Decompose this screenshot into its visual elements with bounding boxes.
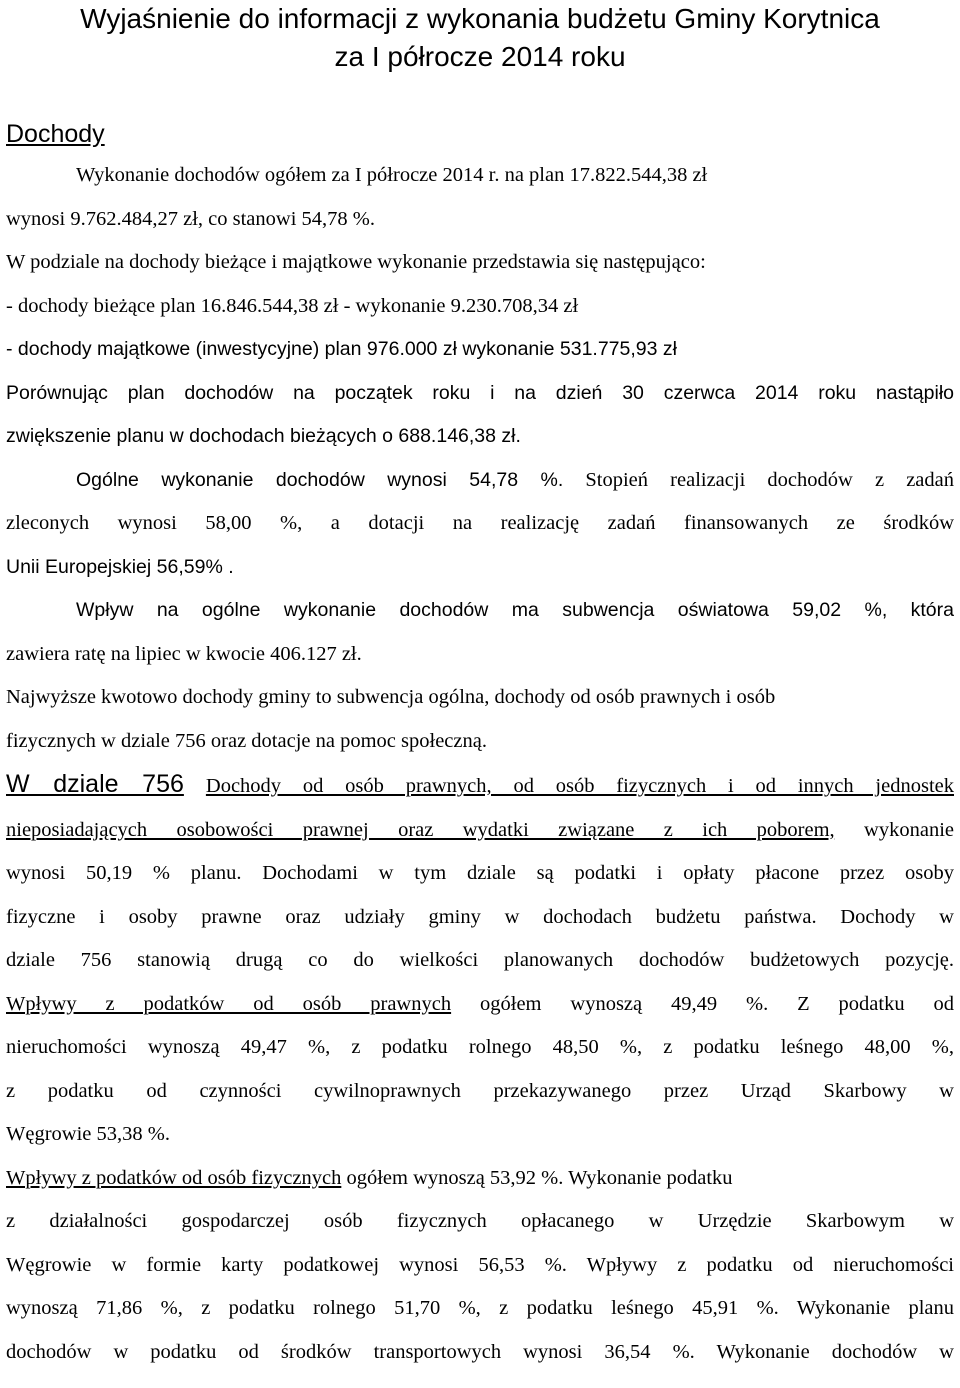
text-line: Wykonanie dochodów ogółem za I półrocze 2014 r. na plan 17.822.544,38 zł xyxy=(76,164,708,186)
podatki-osoby-fizyczne-heading: Wpływy z podatków od osób fizycznych xyxy=(6,1166,342,1189)
text-line xyxy=(6,809,954,853)
text-line xyxy=(6,459,954,503)
text-line: dziale 756 stanowią drugą co do wielkości planowanych dochodów budżetowych pozycję. xyxy=(6,949,954,971)
text-fragment: wykonanie xyxy=(864,818,954,841)
text-line: Węgrowie w formie karty podatkowej wynosi 56,53 %. Wpływy z podatku od nieruchomości xyxy=(6,1253,954,1276)
podatki-osoby-prawne-heading: Wpływy z podatków od osób prawnych xyxy=(6,992,452,1015)
text-line: W podziale na dochody bieżące i majątkowe wykonanie przedstawia się następująco: xyxy=(6,251,706,273)
text-line xyxy=(6,983,954,1027)
text-fragment: Ogólne wykonanie dochodów wynosi 54,78 %. xyxy=(76,468,564,491)
text-line: - dochody bieżące plan 16.846.544,38 zł - wykonanie 9.230.708,34 zł xyxy=(6,294,579,317)
text-line: zleconych wynosi 58,00 %, a dotacji na realizację zadań finansowanych ze środków xyxy=(6,512,954,534)
text-line: z działalności gospodarczej osób fizycznych opłacanego w Urzędzie Skarbowym w xyxy=(6,1210,954,1232)
document-title xyxy=(6,0,954,76)
text-line: wynosi 50,19 % planu. Dochodami w tym dziale są podatki i opłaty płacone przez osoby xyxy=(6,862,954,884)
text-line: zawiera ratę na lipiec w kwocie 406.127 zł. xyxy=(6,642,362,665)
text-fragment: ogółem wynoszą 53,92 %. Wykonanie podatku xyxy=(346,1166,733,1189)
text-line: - dochody majątkowe (inwestycyjne) plan 976.000 zł wykonanie 531.775,93 zł xyxy=(6,338,677,360)
text-line xyxy=(6,763,954,809)
text-line: nieruchomości wynoszą 49,47 %, z podatku rolnego 48,50 %, z podatku leśnego 48,00 %, xyxy=(6,1036,954,1058)
text-line: z podatku od czynności cywilnoprawnych przekazywanego przez Urząd Skarbowy w xyxy=(6,1079,954,1102)
text-line: wynoszą 71,86 %, z podatku rolnego 51,70 %, z podatku leśnego 45,91 %. Wykonanie planu xyxy=(6,1297,954,1319)
title-line-1: Wyjaśnienie do informacji z wykonania budżetu Gminy Korytnica xyxy=(80,3,880,34)
text-line: Najwyższe kwotowo dochody gminy to subwencja ogólna, dochody od osób prawnych i osób xyxy=(6,686,776,708)
text-line: zwiększenie planu w dochodach bieżących o 688.146,38 zł. xyxy=(6,425,521,447)
text-fragment: Stopień realizacji dochodów z zadań xyxy=(585,468,954,491)
section-heading-dochody: Dochody xyxy=(6,120,105,148)
text-line: Unii Europejskiej 56,59% . xyxy=(6,555,234,578)
dzial-756-label: W dziale 756 xyxy=(6,770,184,798)
text-line: dochodów w podatku od środków transportowych wynosi 36,54 %. Wykonanie dochodów w xyxy=(6,1340,954,1363)
text-line: fizycznych w dziale 756 oraz dotacje na pomoc społeczną. xyxy=(6,729,487,752)
text-line: Węgrowie 53,38 %. xyxy=(6,1123,170,1145)
text-line xyxy=(6,1157,954,1201)
dzial-756-title: Dochody od osób prawnych, od osób fizycznych i od innych jednostek xyxy=(205,775,954,797)
dzial-756-title-cont: nieposiadających osobowości prawnej oraz wydatki związane z ich poborem, xyxy=(6,818,835,841)
text-fragment: ogółem wynoszą 49,49 %. Z podatku od xyxy=(480,992,954,1015)
text-line: Porównując plan dochodów na początek roku i na dzień 30 czerwca 2014 roku nastąpiło xyxy=(6,381,954,404)
text-line: fizyczne i osoby prawne oraz udziały gminy w dochodach budżetu państwa. Dochody w xyxy=(6,905,954,928)
text-line: Wpływ na ogólne wykonanie dochodów ma subwencja oświatowa 59,02 %, która xyxy=(76,599,954,621)
document-body xyxy=(6,154,954,1374)
text-line: wynosi 9.762.484,27 zł, co stanowi 54,78 %. xyxy=(6,207,375,230)
title-line-2: za I półrocze 2014 roku xyxy=(334,41,626,72)
